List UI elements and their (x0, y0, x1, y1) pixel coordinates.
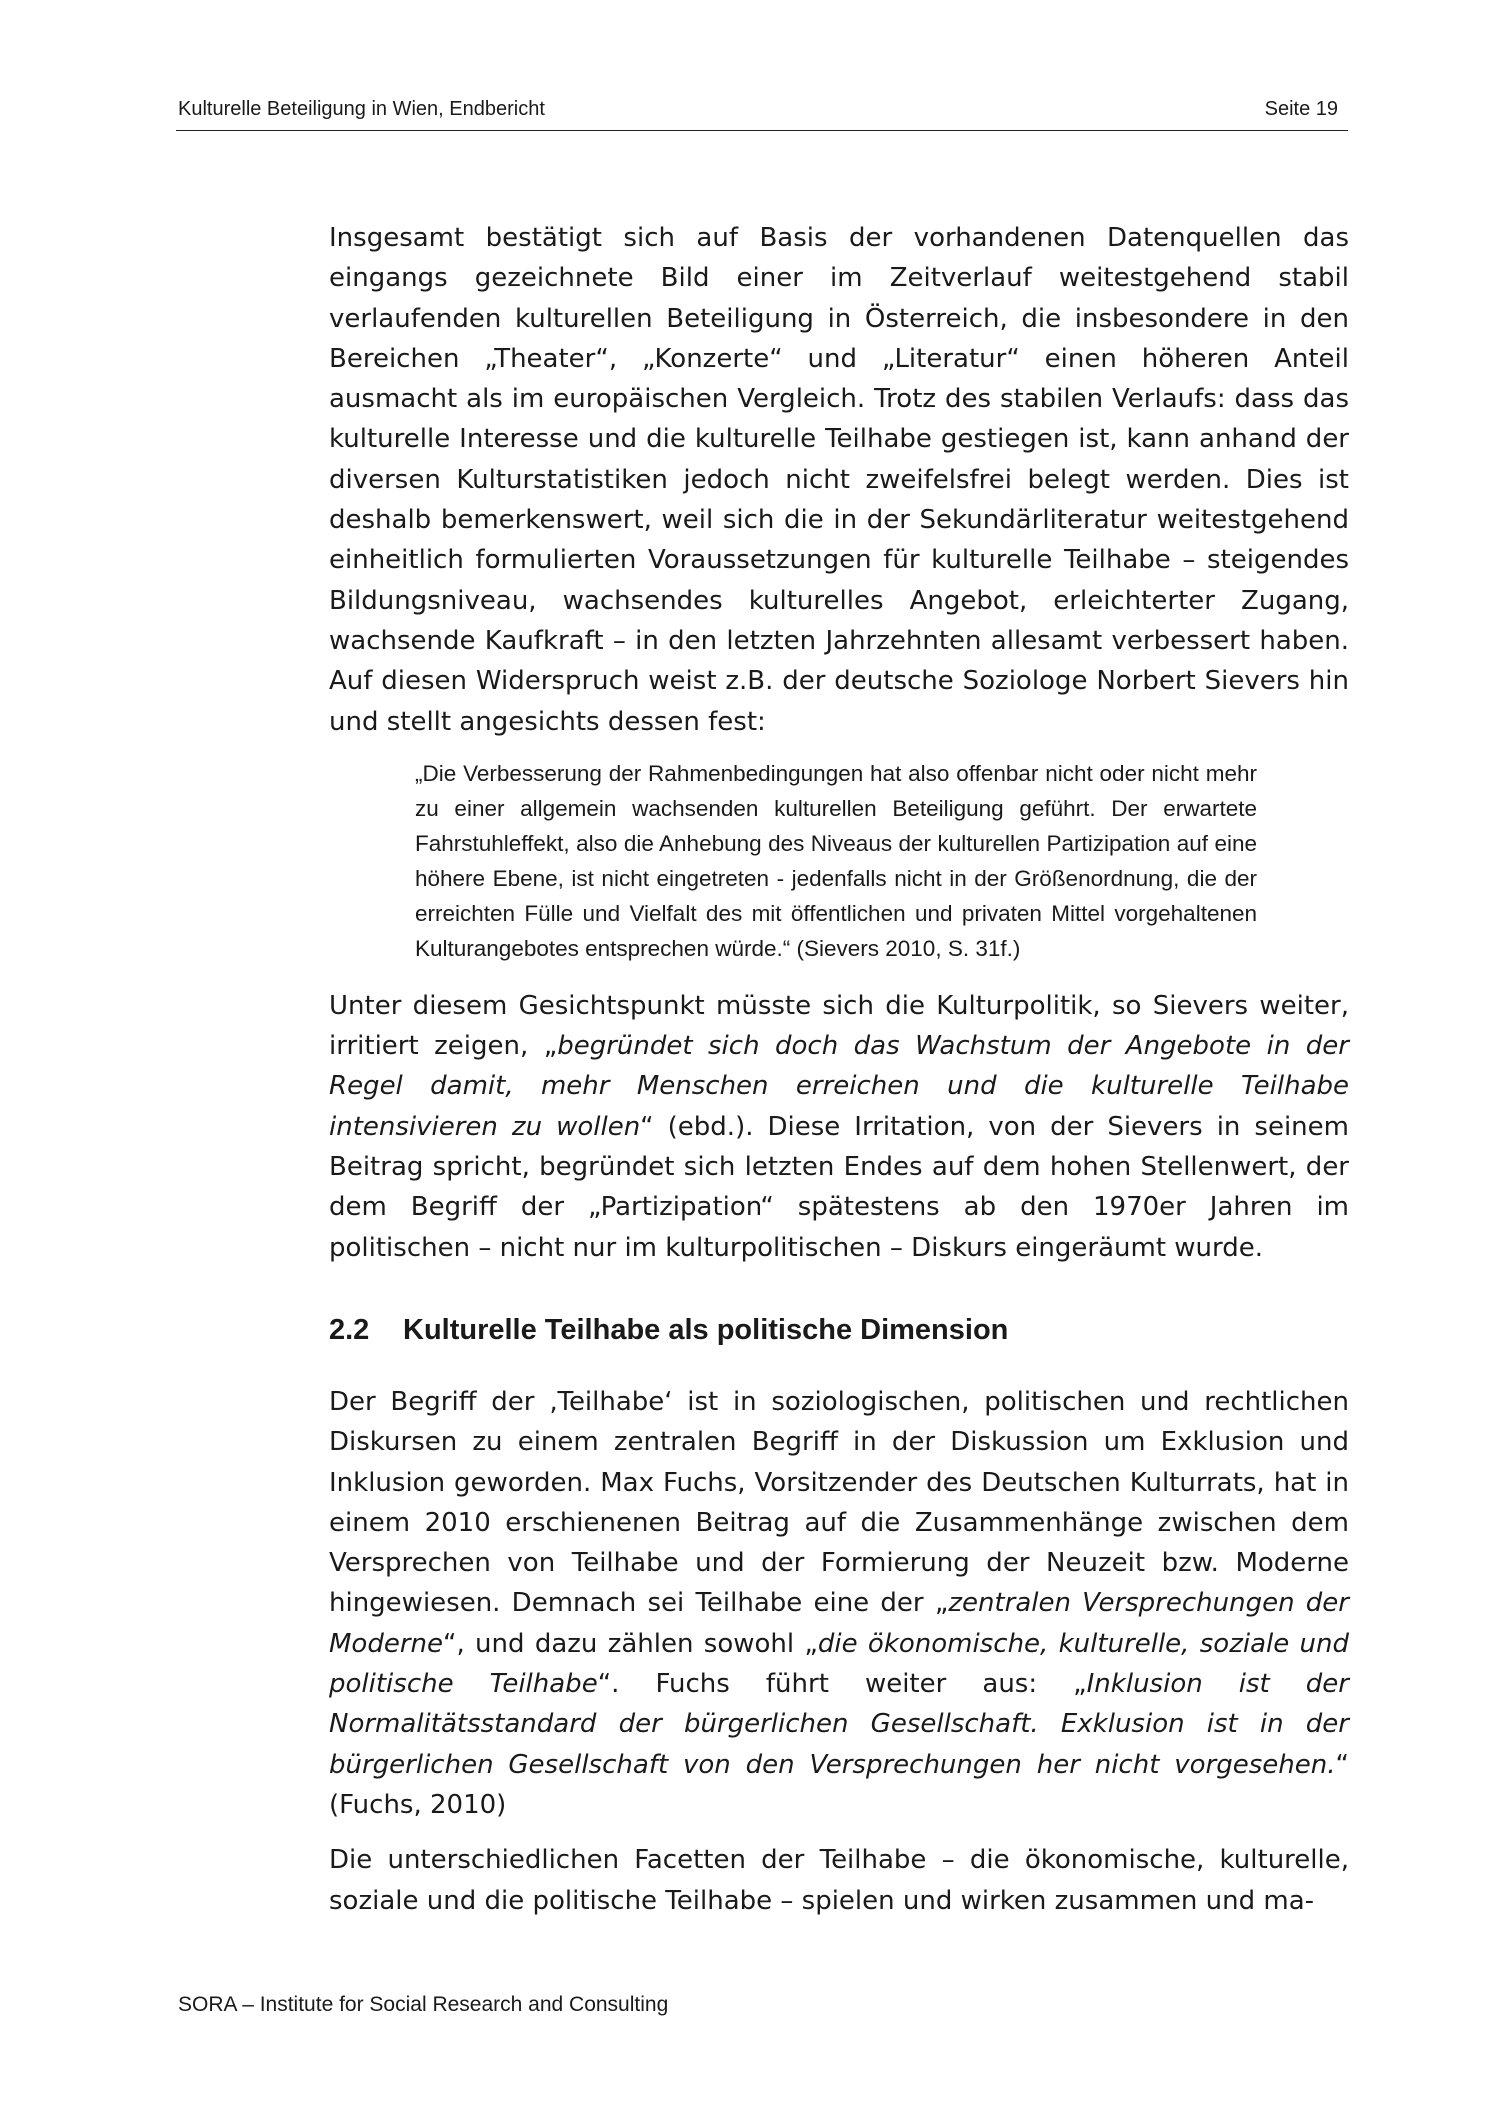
text-run: “. Fuchs führt weiter aus: „ (597, 1669, 1087, 1700)
page-header (176, 98, 1348, 131)
section-number: 2.2 (329, 1313, 370, 1346)
body-text (329, 218, 1349, 1921)
paragraph (329, 986, 1349, 1268)
header-title: Kulturelle Beteiligung in Wien, Endbericht (178, 98, 545, 120)
section-heading (329, 1310, 1349, 1350)
italic-quote: Inklusion ist der Normalitätsstandard der bürgerlichen Gesellschaft. Exklusion ist in der bürgerlichen Gesellschaft von den Versprechungen her nicht vorgesehen. (329, 1669, 1349, 1780)
text-run: Unter diesem Gesichtspunkt müsste sich die Kulturpolitik, so Sievers weiter, irritiert zeigen, „ (329, 990, 1349, 1062)
text-run: Der Begriff der ‚Teilhabe‘ ist in soziologischen, politischen und rechtlichen Diskursen zu einem zentralen Begriff in der Diskussion um Exklusion und Inklusion geworden. Max Fuchs, Vorsitzender des Deutschen Kulturrats, hat in einem 2010 erschienenen Beitrag auf die Zusammenhänge zwischen dem Versprechen von Teilhabe und der Formierung der Neuzeit bzw. Moderne hingewiesen. Demnach sei Teilhabe eine der „ (329, 1386, 1349, 1619)
italic-quote: die ökonomische, kulturelle, soziale und politische Teilhabe (329, 1628, 1350, 1700)
paragraph: Die unterschiedlichen Facetten der Teilhabe – die ökonomische, kulturelle, soziale und die politische Teilhabe – spielen und wirken zusammen und ma- (329, 1845, 1349, 1916)
page-footer: SORA – Institute for Social Research and Consulting (178, 1993, 669, 2016)
block-quote: „Die Verbesserung der Rahmenbedingungen hat also offenbar nicht oder nicht mehr zu einer allgemein wachsenden kulturellen Beteiligung geführt. Der erwartete Fahrstuhleffekt, also die Anhebung des Niveaus der kulturellen Partizipation auf eine höhere Ebene, ist nicht eingetreten - jedenfalls nicht in der Größenordnung, die der erreichten Fülle und Vielfalt des mit öffentlichen und privaten Mittel vorgehaltenen Kulturangebotes entsprechen würde.“ (Sievers 2010, S. 31f.) (415, 760, 1257, 961)
paragraph: Insgesamt bestätigt sich auf Basis der vorhandenen Datenquellen das eingangs gezeichnete Bild einer im Zeitverlauf weitestgehend stabil verlaufenden kulturellen Beteiligung in Österreich, die insbesondere in den Bereichen „Theater“, „Konzerte“ und „Literatur“ einen höheren Anteil ausmacht als im europäischen Vergleich. Trotz des stabilen Verlaufs: dass das kulturelle Interesse und die kulturelle Teilhabe gestiegen ist, kann anhand der diversen Kulturstatistiken jedoch nicht zweifelsfrei belegt werden. Dies ist deshalb bemerkenswert, weil sich die in der Sekundärliteratur weitestgehend einheitlich formulierten Voraussetzungen für kulturelle Teilhabe – steigendes Bildungsniveau, wachsendes kulturelles Angebot, erleichterter Zugang, wachsende Kaufkraft – in den letzten Jahrzehnten allesamt verbessert haben. Auf diesen Widerspruch weist z.B. der deutsche Soziologe Norbert Sievers hin und stellt angesichts dessen fest: (329, 223, 1349, 737)
text-run: “ (ebd.). Diese Irritation, von der Sievers in seinem Beitrag spricht, begründet sich letzten Endes auf dem hohen Stellenwert, der dem Begriff der „Partizipation“ spätestens ab den 1970er Jahren im politischen – nicht nur im kulturpolitischen – Diskurs eingeräumt wurde. (329, 1111, 1349, 1263)
italic-quote: zentralen Versprechungen der Moderne (329, 1588, 1349, 1659)
italic-quote: begründet sich doch das Wachstum der Angebote in der Regel damit, mehr Menschen erreichen und die kulturelle Teilhabe intensivieren zu wollen (329, 1031, 1349, 1142)
text-run: “ (Fuchs, 2010) (329, 1749, 1349, 1820)
section-title: Kulturelle Teilhabe als politische Dimension (403, 1313, 1009, 1346)
page-number: Seite 19 (1264, 98, 1338, 120)
paragraph (329, 1382, 1349, 1825)
text-run: “, und dazu zählen sowohl „ (443, 1628, 818, 1659)
